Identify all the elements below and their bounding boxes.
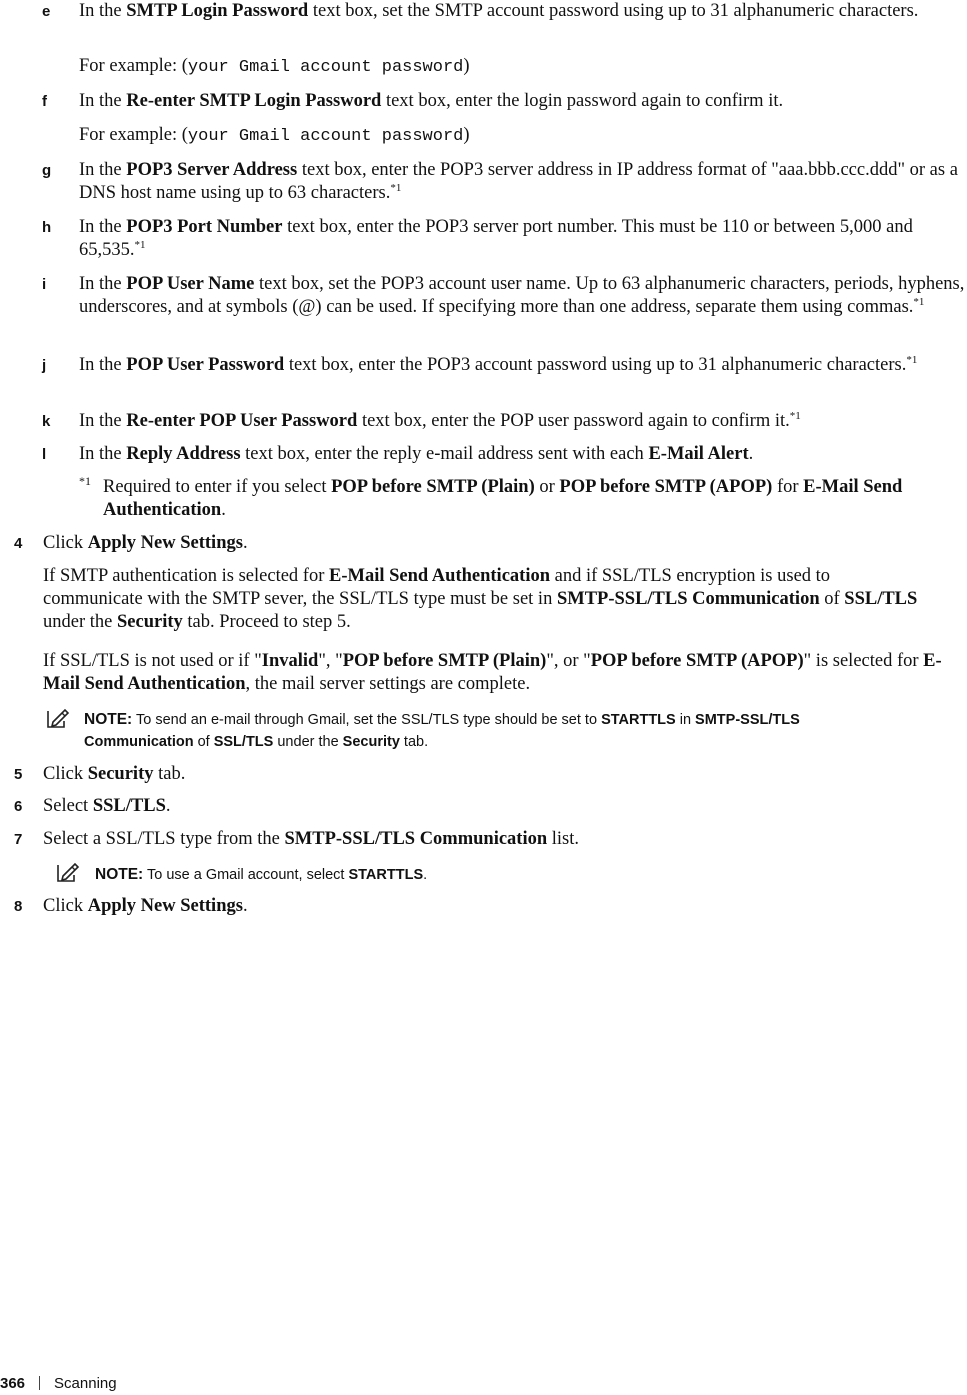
step-i-text: In the POP User Name text box, set the POP3 account user name. Up to 63 alphanumeric characters, periods, hyphens, underscores, and at symbols (@) can be used. If specifying more than one address, separate them using commas.$^{*1}$ — [79, 274, 965, 317]
step-label-g: g — [42, 162, 52, 179]
page-number: 366 — [0, 1375, 26, 1392]
section-name: Scanning — [54, 1375, 117, 1392]
step-4-paragraph-1: If SMTP authentication is selected for E-Mail Send Authentication and if SSL/TLS encryption is used to communicate with the SMTP sever, the SSL/TLS type must be set in SMTP-SSL/TLS Communication of SSL/TLS under the Security tab. Proceed to step 5. — [43, 566, 918, 632]
note-gmail-ssl: NOTE: To send an e-mail through Gmail, set the SSL/TLS type should be set to STARTTLS in SMTP-SSL/TLS Communication of SSL/TLS under the Security tab. — [84, 711, 800, 750]
step-k-text: In the Re-enter POP User Password text box, enter the POP user password again to confirm it.$^{*1}$ — [79, 409, 801, 431]
step-f-text: In the Re-enter SMTP Login Password text box, enter the login password again to confirm it. — [79, 91, 784, 111]
step-label-l: l — [42, 446, 47, 463]
footnote-mark: *1 — [79, 474, 91, 488]
step-number-6: 6 — [14, 798, 23, 815]
step-h-text: In the POP3 Port Number text box, enter the POP3 server port number. This must be 110 or between 5,000 and 65,535.$^{*1}$ — [79, 217, 913, 260]
step-label-f: f — [42, 93, 47, 110]
step-label-e: e — [42, 3, 51, 20]
step-5-text: Click Security tab. — [43, 764, 186, 784]
note-starttls: NOTE: To use a Gmail account, select STARTTLS. — [95, 866, 428, 883]
page-footer — [0, 1374, 117, 1394]
step-4-text: Click Apply New Settings. — [43, 533, 248, 553]
step-label-i: i — [42, 276, 47, 293]
step-number-7: 7 — [14, 831, 23, 848]
step-number-4: 4 — [14, 535, 23, 552]
footer-divider — [39, 1376, 40, 1390]
step-label-h: h — [42, 219, 52, 236]
step-f-example: For example: (your Gmail account password) — [79, 125, 470, 146]
footnote-text: Required to enter if you select POP before SMTP (Plain) or POP before SMTP (APOP) for E-Mail Send Authentication. — [103, 477, 903, 520]
step-6-text: Select SSL/TLS. — [43, 796, 171, 816]
step-8-text: Click Apply New Settings. — [43, 896, 248, 916]
pencil-note-icon — [44, 708, 70, 730]
step-g-text: In the POP3 Server Address text box, enter the POP3 server address in IP address format of "aaa.bbb.ccc.ddd" or as a DNS host name using up to 63 characters.$^{*1}$ — [79, 160, 958, 203]
step-j-text: In the POP User Password text box, enter the POP3 account password using up to 31 alphanumeric characters.$^{*1}$ — [79, 353, 918, 375]
step-number-8: 8 — [14, 898, 23, 915]
step-4-paragraph-2: If SSL/TLS is not used or if "Invalid", "POP before SMTP (Plain)", or "POP before SMTP (APOP)" is selected for E-Mail Send Authentication, the mail server settings are complete. — [43, 651, 942, 694]
step-7-text: Select a SSL/TLS type from the SMTP-SSL/TLS Communication list. — [43, 829, 580, 849]
step-e-text: In the SMTP Login Password text box, set the SMTP account password using up to 31 alphanumeric characters. — [79, 1, 919, 21]
step-label-j: j — [42, 357, 47, 374]
step-label-k: k — [42, 413, 51, 430]
pencil-note-icon — [54, 862, 80, 884]
step-e-example: For example: (your Gmail account password) — [79, 56, 470, 77]
step-l-text: In the Reply Address text box, enter the reply e-mail address sent with each E-Mail Alert. — [79, 444, 754, 464]
step-number-5: 5 — [14, 766, 23, 783]
